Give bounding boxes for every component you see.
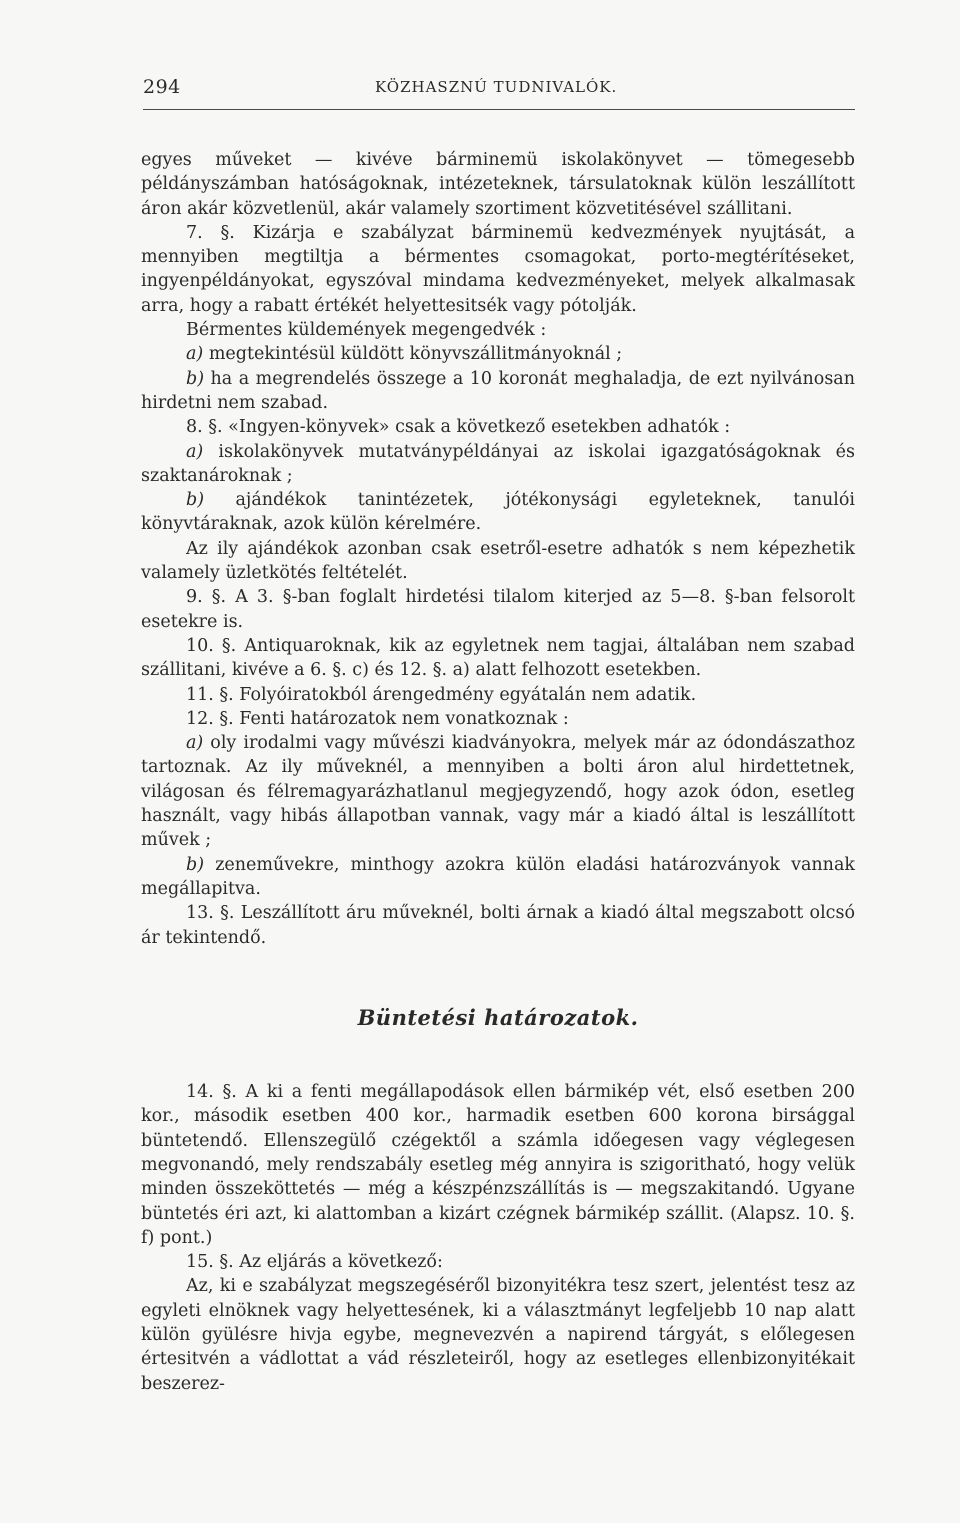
list-item-text: ajándékok tanintézetek, jótékonysági egyleteknek, tanulói könyvtáraknak, azok külön kérelmére. — [141, 490, 855, 535]
list-marker: b) — [186, 854, 205, 875]
running-title: KÖZHASZNÚ TUDNIVALÓK. — [375, 78, 618, 96]
paragraph: Az ily ajándékok azonban csak esetről-esetre adhatók s nem képezhetik valamely üzletkötés feltételét. — [141, 538, 855, 584]
list-item-text: ha a megrendelés összege a 10 koronát meghaladja, de ezt nyilvánosan hirdetni nem szabad. — [141, 368, 855, 413]
page-number: 294 — [143, 76, 181, 98]
paragraph: Bérmentes küldemények megengedvék : — [186, 320, 547, 341]
spacer — [141, 950, 855, 1006]
list-marker: a) — [186, 733, 204, 754]
paragraph-section-11: 11. §. Folyóiratokból árengedmény egyátalán nem adatik. — [186, 684, 697, 705]
list-item-text: zeneművekre, minthogy azokra külön eladási határozványok vannak megállapitva. — [141, 854, 855, 899]
paragraph-section-15: 15. §. Az eljárás a következő: — [186, 1252, 443, 1273]
paragraph-section-12: 12. §. Fenti határozatok nem vonatkoznak : — [186, 708, 569, 729]
list-marker: a) — [186, 344, 204, 365]
list-item — [141, 488, 855, 537]
list-item — [141, 342, 855, 366]
paragraph-section-10: 10. §. Antiquaroknak, kik az egyletnek nem tagjai, általában nem szabad szállitani, kivéve a 6. §. c) és 12. §. a) alatt felhozott esetekben. — [141, 635, 855, 681]
list-item-text: iskolakönyvek mutatványpéldányai az iskolai igazgatóságoknak és szaktanároknak ; — [141, 441, 855, 486]
header-rule — [143, 109, 855, 110]
list-marker: a) — [186, 441, 204, 462]
paragraph-section-14: 14. §. A ki a fenti megállapodások ellen bármikép vét, első esetben 200 kor., második esetben 400 kor., harmadik esetben 600 korona birsággal büntetendő. Ellenszegülő czégektől a számla időegesen vagy véglegesen megvonandó, mely rendszabály esetleg még annyira is szigoritható, hogy velük minden összeköttetés — még a készpénzszállítás is — megszakitandó. Ugyane büntetés éri azt, ki alattomban a kizárt czégnek bármikép szállit. (Alapsz. 10. §. f) pont.) — [141, 1082, 855, 1248]
body-text — [141, 148, 855, 1396]
list-marker: b) — [186, 368, 205, 389]
list-item — [141, 731, 855, 852]
spacer — [141, 1030, 855, 1080]
paragraph: Az, ki e szabályzat megszegéséről bizonyitékra tesz szert, jelentést tesz az egyleti elnöknek vagy helyettesének, ki a választmányt legfeljebb 10 nap alatt külön gyülésre hivja egybe, megnevezvén a napirend tárgyát, s előlegesen értesitvén a vádlottat a vád részleteiről, hogy az esetleges ellenbizonyitékait beszerez- — [141, 1276, 855, 1394]
list-item-text: megtekintésül küldött könyvszállitmányoknál ; — [203, 344, 623, 365]
paragraph: egyes műveket — kivéve bárminemü iskolakönyvet — tömegesebb példányszámban hatóságoknak, intézeteknek, társulatoknak külön leszállított áron akár közvetlenül, akár valamely szortiment közvetitésével szállitani. — [141, 150, 855, 219]
paragraph-section-8: 8. §. «Ingyen-könyvek» csak a következő esetekben adhatók : — [186, 417, 731, 438]
paragraph-section-13: 13. §. Leszállított áru műveknél, bolti árnak a kiadó által megszabott olcsó ár tekintendő. — [141, 903, 855, 948]
list-marker: b) — [186, 490, 205, 511]
page-header — [143, 72, 855, 102]
paragraph-section-7: 7. §. Kizárja e szabályzat bárminemü kedvezmények nyujtását, a mennyiben megtiltja a bérmentes csomagokat, porto-megtérítéseket, ingyenpéldányokat, egyszóval mindama kedvezményeket, melyek alkalmasak arra, hogy a rabatt értékét helyettesitsék vagy pótolják. — [141, 222, 855, 316]
list-item — [141, 367, 855, 416]
section-title: Büntetési határozatok. — [357, 1004, 639, 1030]
list-item — [141, 440, 855, 489]
paragraph-section-9: 9. §. A 3. §-ban foglalt hirdetési tilalom kiterjed az 5—8. §-ban felsorolt esetekre is. — [141, 587, 855, 632]
list-item-text: oly irodalmi vagy művészi kiadványokra, melyek már az ódondászathoz tartoznak. Az ily műveknél, a mennyiben a bolti áron alul hirdettetnek, világosan és félremagyarázhatlanul megjegyzendő, hogy azok ódon, esetleg használt, vagy hibás állapotban vannak, vagy már a kiadó által is leszállított művek ; — [141, 733, 855, 851]
list-item — [141, 853, 855, 902]
